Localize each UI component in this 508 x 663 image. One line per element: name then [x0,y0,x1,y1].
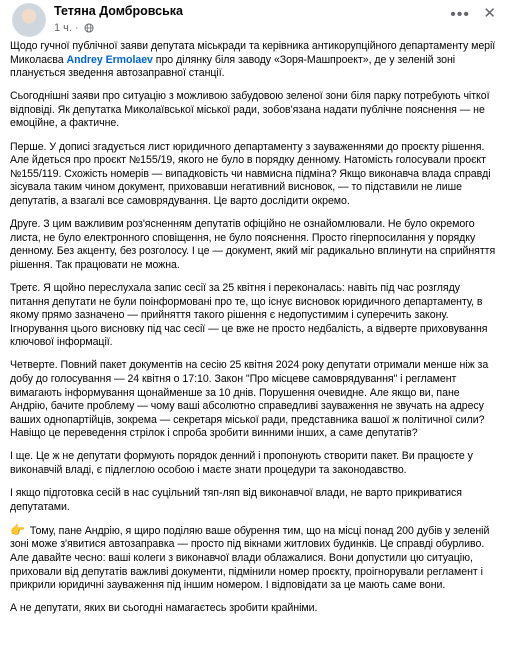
paragraph-6: Четверте. Повний пакет документів на сесію 25 квітня 2024 року депутати отримали менше ніж за добу до голосування — 24 квітня о 17:10. Закон "Про місцеве самоврядування" і регламент вимагають інформування щонайменше за 10 днів. Порушення очевидне. Але якщо ви, пане Андрію, бачите проблему — чому ваші абсолютно справедливі зауваження не звучать на адресу ваших однопартійців, зокрема — секретаря міської ради, представника вашої ж політичної сили? Навіщо це переведення стрілок і спроба зробити винними інших, а саме депутатів? [10,359,489,440]
post-meta [54,22,94,34]
globe-icon [84,23,94,33]
paragraph-8: І якщо підготовка сесій в нас суцільний тяп-ляп від виконавчої влади, не варто прикриватися депутатами. [10,487,462,513]
pointing-right-emoji: 👉 [10,522,25,537]
paragraph-3: Перше. У дописі згадується лист юридичного департаменту з зауваженнями до проєкту рішення. Але йдеться про проєкт №155/19, якого не було в порядку денному. Натомість голосували проєкт №155/119. Схожість номерів — випадковість чи навмисна підміна? Якщо виконавча влада справді зісувала таким чином документ, приховавши негативний висновок, — то підставили не лише депутатів, а взагалі все самоврядування. Це варто дослідити окремо. [10,140,491,207]
paragraph-1: Щодо гучної публічної заяви депутата міськради та керівника антикорупційного департаменту мерії Миколаєва Andrey Ermolaev про ділянку біля заводу «Зоря-Машпроект», де у зеленій зоні планується зведення автозаправної станції. [10,40,496,80]
paragraph-2: Сьогоднішні заяви про ситуацію з можливою забудовою зеленої зони біля парку потребують чіткої відповіді. Як депутатка Миколаївської міської ради, зобов'язана надати публічне пояснення — не емоційне, а фактичне. [10,90,490,130]
post-time[interactable]: 1 ч. [54,22,72,35]
mention-link[interactable]: Andrey Ermolaev [66,53,153,66]
paragraph-4: Друге. З цим важливим роз'ясненням депутатів офіційно не ознайомлювали. Не було окремого листа, не було електронного сповіщення, не було пояснення. Просто гіперпосилання у порядку денному. Без акценту, без розголосу. І це — документ, який міг радикально вплинути на сприйняття рішення. Так працювати не можна. [10,218,496,271]
post-body [10,40,500,616]
close-icon[interactable]: ✕ [483,5,496,22]
more-horizontal-icon[interactable]: ••• [450,6,470,23]
author-name[interactable]: Тетяна Домбровська [54,4,184,18]
meta-separator: · [75,22,79,35]
post-header [10,0,500,40]
paragraph-5: Третє. Я щойно переслухала запис сесії за 25 квітня і переконалась: навіть під час розгляду питання депутати не були поінформовані про те, що існує висновок юридичного департаменту, в якому прямо зазначено — прийняття такого рішення є недопустимим і суперечить закону. Ігнорування цього висновку під час сесії — це вже не просто недбалість, а відверте приховування ключової інформації. [10,281,488,349]
avatar[interactable] [12,3,46,37]
paragraph-9: 👉 Тому, пане Андрію, я щиро поділяю ваше обурення тим, що на місці понад 200 дубів у зеленій зоні може з'явитися автозаправка — просто під вікнами житлових будинків. Це справді обурливо. Але давайте чесно: ваші колеги з виконавчої влади облажалися. Вони допустили цю ситуацію, приховали від депутатів важливі документи, підмінили номер проєкту, проігнорували регламент і прикрили юридичні зауваження під іншим номером. І відповідати за це мають саме вони. [10,522,490,592]
paragraph-7: І ще. Це ж не депутати формують порядок денний і пропонують створити пакет. Ви працюєте у виконавчій владі, є підлеглою особою і маєте знати процедури та законодавство. [10,450,473,477]
paragraph-10: А не депутати, яких ви сьогодні намагаєтесь зробити крайніми. [10,602,318,615]
